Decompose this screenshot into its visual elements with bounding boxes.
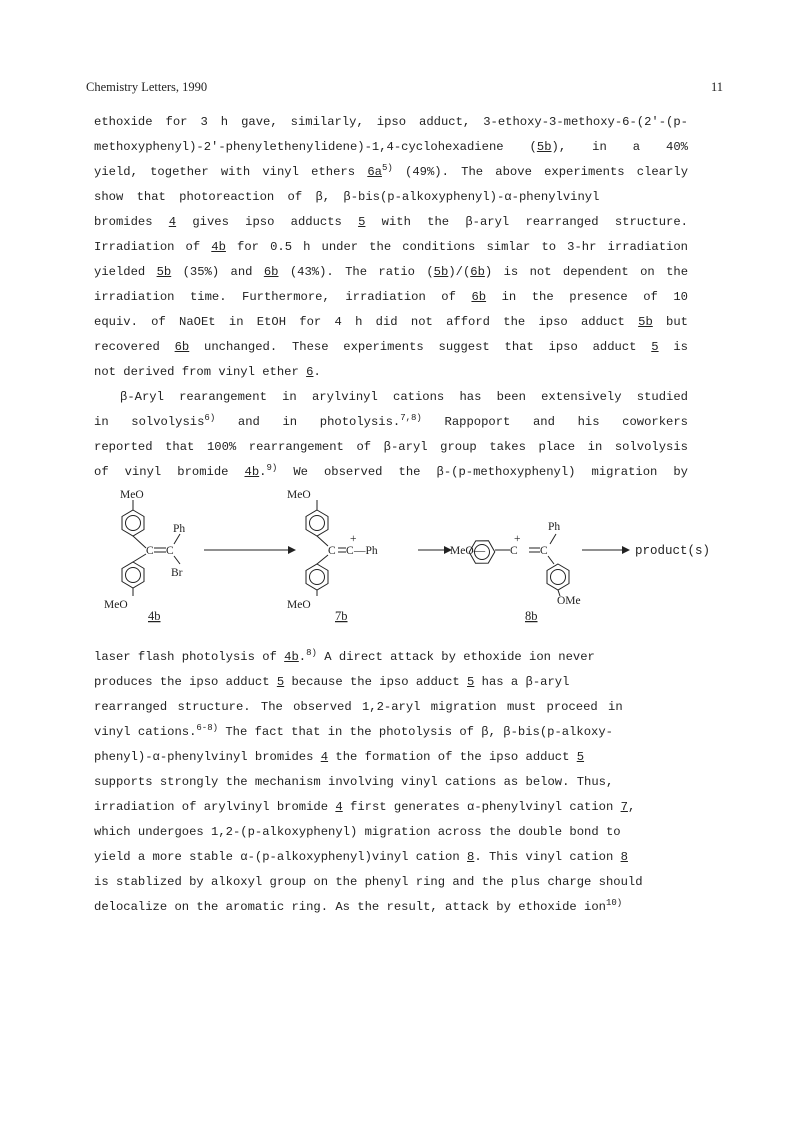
substituent-label: MeO bbox=[104, 599, 128, 611]
atom-label: Ph bbox=[548, 521, 561, 533]
text-line: not derived from vinyl ether 6. bbox=[94, 365, 321, 379]
compound-label: 8b bbox=[525, 609, 538, 623]
atom-label: C bbox=[146, 545, 154, 557]
substituent-label: MeO— bbox=[450, 545, 486, 557]
compound-label: 4b bbox=[148, 609, 161, 623]
atom-label: C bbox=[540, 545, 548, 557]
text-line: delocalize on the aromatic ring. As the result, attack by ethoxide ion$^{10)}$ bbox=[94, 898, 623, 914]
text-line: in solvolysis$^{6)}$ and in photolysis.$^{7,8)}$ Rappoport and his coworkers bbox=[94, 413, 688, 429]
text-line: yielded 5b (35%) and 6b (43%). The ratio (5b)/(6b) is not dependent on the bbox=[94, 265, 689, 279]
text-line: phenyl)-α-phenylvinyl bromides 4 the formation of the ipso adduct 5 bbox=[94, 750, 585, 764]
text-line: Irradiation of 4b for 0.5 h under the conditions simlar to 3-hr irradiation bbox=[94, 240, 688, 254]
atom-label: C bbox=[328, 545, 336, 557]
text-line: ethoxide for 3 h gave, similarly, ipso adduct, 3-ethoxy-3-methoxy-6-(2'-(p- bbox=[94, 115, 688, 129]
text-line: equiv. of NaOEt in EtOH for 4 h did not afford the ipso adduct 5b but bbox=[94, 315, 688, 329]
text-line: irradiation of arylvinyl bromide 4 first generates α-phenylvinyl cation 7, bbox=[94, 800, 636, 814]
running-header: Chemistry Letters, 1990 bbox=[86, 80, 208, 94]
atom-label: C bbox=[166, 545, 174, 557]
text-line: laser flash photolysis of 4b.$^{8)}$ A direct attack by ethoxide ion never bbox=[94, 648, 595, 664]
text-line: is stablized by alkoxyl group on the phenyl ring and the plus charge should bbox=[94, 875, 643, 889]
page-number: 11 bbox=[710, 80, 723, 94]
text-line: irradiation time. Furthermore, irradiation of 6b in the presence of 10 bbox=[94, 290, 688, 304]
reaction-scheme bbox=[82, 488, 722, 628]
product-label: product(s) bbox=[635, 544, 711, 558]
text-line: of vinyl bromide 4b.$^{9)}$ We observed the β-(p-methoxyphenyl) migration by bbox=[94, 463, 688, 479]
text-line: yield, together with vinyl ethers $6a^{5)}$ (49%). The above experiments clearly bbox=[94, 163, 689, 179]
text-line: produces the ipso adduct 5 because the ipso adduct 5 has a β-aryl bbox=[94, 675, 570, 689]
text-line: rearranged structure. The observed 1,2-aryl migration must proceed in bbox=[94, 700, 623, 714]
atom-label: C bbox=[346, 545, 354, 557]
atom-label: Ph bbox=[173, 523, 186, 535]
text-line: reported that 100% rearrangement of β-aryl group takes place in solvolysis bbox=[94, 440, 688, 454]
text-line: recovered 6b unchanged. These experiments suggest that ipso adduct 5 is bbox=[94, 340, 688, 354]
text-line: yield a more stable α-(p-alkoxyphenyl)vinyl cation 8. This vinyl cation 8 bbox=[94, 850, 628, 864]
text-line: β-Aryl rearangement in arylvinyl cations has been extensively studied bbox=[120, 390, 688, 404]
substituent-label: MeO bbox=[120, 489, 144, 501]
charge-label: + bbox=[514, 533, 521, 545]
compound-label: 7b bbox=[335, 609, 348, 623]
text-line: which undergoes 1,2-(p-alkoxyphenyl) migration across the double bond to bbox=[94, 825, 621, 839]
substituent-label: MeO bbox=[287, 599, 311, 611]
atom-label: —Ph bbox=[354, 545, 378, 557]
text-line: vinyl cations.$^{6-8)}$ The fact that in the photolysis of β, β-bis(p-alkoxy- bbox=[94, 723, 613, 739]
text-line: methoxyphenyl)-2'-phenylethenylidene)-1,4-cyclohexadiene (5b), in a 40% bbox=[94, 140, 688, 154]
atom-label: C bbox=[510, 545, 518, 557]
substituent-label: MeO bbox=[287, 489, 311, 501]
atom-label: Br bbox=[171, 567, 183, 579]
charge-label: + bbox=[350, 533, 357, 545]
substituent-label: OMe bbox=[557, 595, 581, 607]
text-line: bromides 4 gives ipso adducts 5 with the β-aryl rearranged structure. bbox=[94, 215, 688, 229]
text-line: supports strongly the mechanism involving vinyl cations as below. Thus, bbox=[94, 775, 614, 789]
text-line: show that photoreaction of β, β-bis(p-alkoxyphenyl)-α-phenylvinyl bbox=[94, 190, 600, 204]
